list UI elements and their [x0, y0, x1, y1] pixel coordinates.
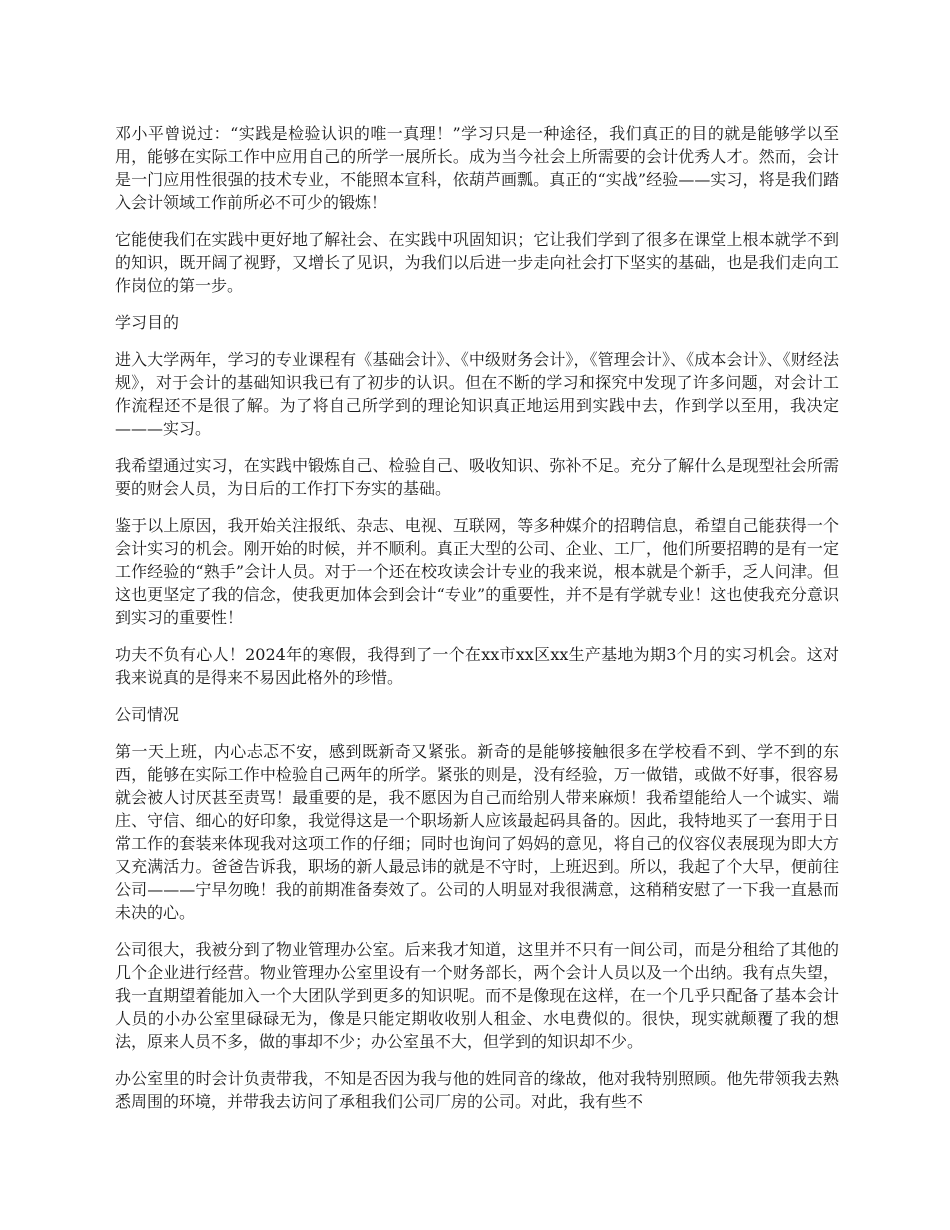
paragraph-hope: 我希望通过实习，在实践中锻炼自己、检验自己、吸收知识、弥补不足。充分了解什么是现型社会所需要的财会人员，为日后的工作打下夯实的基础。 [115, 456, 839, 498]
paragraph-job-search: 鉴于以上原因，我开始关注报纸、杂志、电视、互联网，等多种媒介的招聘信息，希望自己能获得一个会计实习的机会。刚开始的时候，并不顺利。真正大型的公司、企业、工厂，他们所要招聘的是有一定工作经验的“熟手”会计人员。对于一个还在校攻读会计专业的我来说，根本就是个新手，乏人问津。但这也更坚定了我的信念，使我更加体会到会计“专业”的重要性，并不是有学就专业！这也使我充分意识到实习的重要性！ [115, 516, 839, 627]
paragraph-first-day: 第一天上班，内心忐忑不安，感到既新奇又紧张。新奇的是能够接触很多在学校看不到、学不到的东西，能够在实际工作中检验自己两年的所学。紧张的则是，没有经验，万一做错，或做不好事，很容易就会被人讨厌甚至责骂！最重要的是，我不愿因为自己而给别人带来麻烦！我希望能给人一个诚实、端庄、守信、细心的好印象，我觉得这是一个职场新人应该最起码具备的。因此，我特地买了一套用于日常工作的套装来体现我对这项工作的仔细；同时也询问了妈妈的意见，将自己的仪容仪表展现为即大方又充满活力。爸爸告诉我，职场的新人最忌讳的就是不守时，上班迟到。所以，我起了个大早，便前往公司———宁早勿晚！我的前期准备奏效了。公司的人明显对我很满意，这稍稍安慰了一下我一直悬而未决的心。 [115, 742, 839, 922]
section-heading-company: 公司情况 [115, 705, 180, 724]
paragraph-mentor: 办公室里的时会计负责带我，不知是否因为我与他的姓同音的缘故，他对我特别照顾。他先带领我去熟悉周围的环境，并带我去访问了承租我们公司厂房的公司。对此，我有些不 [115, 1069, 839, 1111]
paragraph-intro-quote: 邓小平曾说过：“实践是检验认识的唯一真理！”学习只是一种途径，我们真正的目的就是能够学以至用，能够在实际工作中应用自己的所学一展所长。成为当今社会上所需要的会计优秀人才。然而，会计是一门应用性很强的技术专业，不能照本宣科，依葫芦画瓢。真正的“实战”经验——实习，将是我们踏入会计领域工作前所必不可少的锻炼！ [115, 124, 839, 212]
document-body [115, 122, 839, 1127]
paragraph-opportunity: 功夫不负有心人！2024年的寒假，我得到了一个在xx市xx区xx生产基地为期3个月的实习机会。这对我来说真的是得来不易因此格外的珍惜。 [115, 645, 839, 687]
paragraph-practice-benefits: 它能使我们在实践中更好地了解社会、在实践中巩固知识；它让我们学到了很多在课堂上根本就学不到的知识，既开阔了视野，又增长了见识，为我们以后进一步走向社会打下坚实的基础，也是我们走向工作岗位的第一步。 [115, 230, 839, 295]
section-heading-study-purpose: 学习目的 [115, 313, 180, 332]
paragraph-office: 公司很大，我被分到了物业管理办公室。后来我才知道，这里并不只有一间公司，而是分租给了其他的几个企业进行经营。物业管理办公室里设有一个财务部长，两个会计人员以及一个出纳。我有点失望，我一直期望着能加入一个大团队学到更多的知识呢。而不是像现在这样，在一个几乎只配备了基本会计人员的小办公室里碌碌无为，像是只能定期收收别人租金、水电费似的。很快，现实就颠覆了我的想法，原来人员不多，做的事却不少；办公室虽不大，但学到的知识却不少。 [115, 940, 839, 1051]
paragraph-courses: 进入大学两年，学习的专业课程有《基础会计》、《中级财务会计》，《管理会计》、《成本会计》、《财经法规》，对于会计的基础知识我已有了初步的认识。但在不断的学习和探究中发现了许多问题，对会计工作流程还不是很了解。为了将自己所学到的理论知识真正地运用到实践中去，作到学以至用，我决定———实习。 [115, 350, 839, 438]
